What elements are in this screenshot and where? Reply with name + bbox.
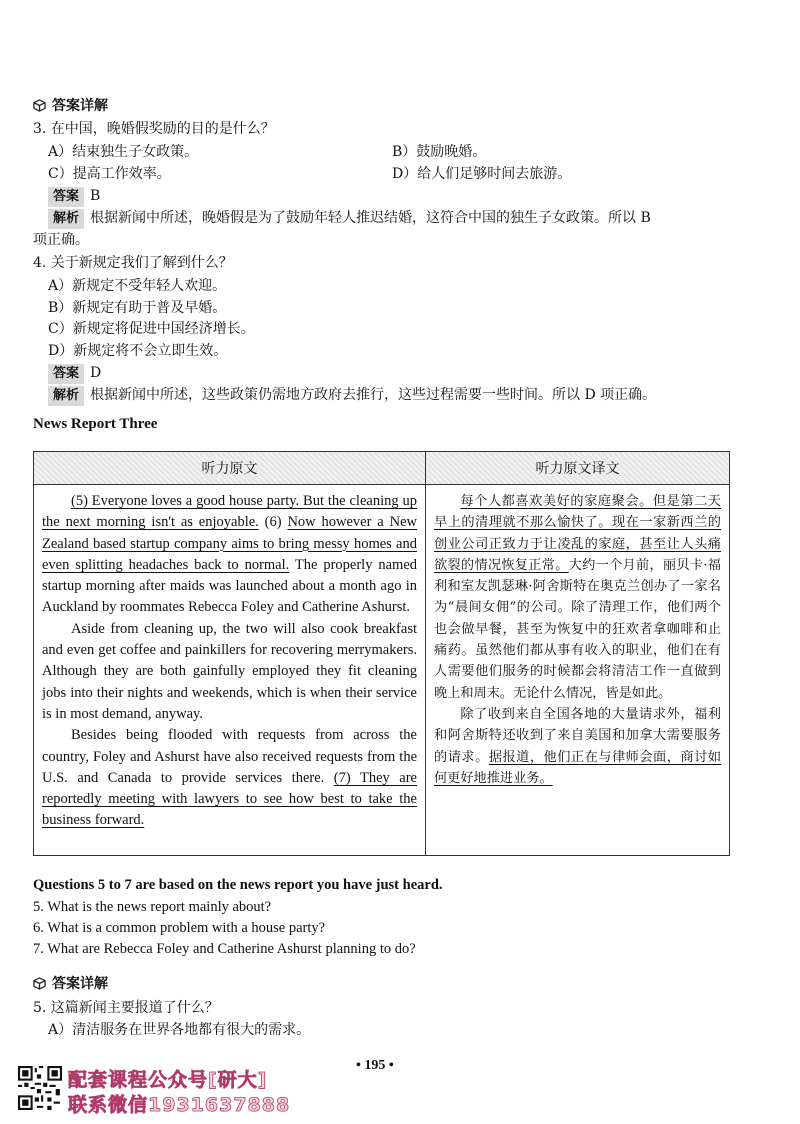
answer-tag: 答案 (48, 187, 84, 207)
heading-text: 答案详解 (52, 976, 108, 992)
questions-intro: Questions 5 to 7 are based on the news report you have just heard. (33, 877, 443, 893)
transcript-table (33, 451, 730, 856)
q4-option-b: B）新规定有助于普及早婚。 (48, 300, 227, 316)
answer-value: B (90, 188, 101, 204)
cube-icon (33, 977, 46, 990)
q3-answer (48, 186, 100, 207)
q3-option-b: B）鼓励晚婚。 (392, 144, 487, 160)
question-5: 5. What is the news report mainly about? (33, 899, 272, 915)
watermark-line-2: 联系微信1931637888 (68, 1094, 291, 1116)
q3-option-d: D）给人们足够时间去旅游。 (392, 166, 572, 182)
explain-tag: 解析 (48, 386, 84, 406)
transcript-chinese (426, 485, 730, 856)
answer-detail-heading-2 (33, 973, 108, 993)
en-paragraph-2: Aside from cleaning up, the two will also cook breakfast and even get coffee and painkillers for recovering merrymakers. Although they are both gainfully employed they fit cleaning jobs into their nights and weekends, which is when their service is in most demand, anyway. (42, 620, 417, 722)
q4-explain (48, 385, 656, 406)
cube-icon (33, 99, 46, 112)
explain-text: 根据新闻中所述，晚婚假是为了鼓励年轻人推迟结婚，这符合中国的独生子女政策。所以 B (90, 210, 651, 226)
answer-tag: 答案 (48, 364, 84, 384)
q4-option-c: C）新规定将促进中国经济增长。 (48, 321, 255, 337)
col-header-original: 听力原文 (34, 452, 426, 485)
q3-explain (48, 208, 651, 229)
q5-option-a-zh: A）清洁服务在世界各地都有很大的需求。 (48, 1022, 311, 1038)
q3-question: 3. 在中国，晚婚假奖励的目的是什么？ (33, 121, 275, 137)
heading-text: 答案详解 (52, 98, 108, 114)
qr-code-icon (18, 1066, 62, 1110)
watermark-line-1: 配套课程公众号[研大] (68, 1069, 268, 1091)
en-paragraph-3: Besides being flooded with requests from across the country, Foley and Ashurst have also received requests from the U.S. and Canada to provide services there. (7) They are reportedly meeting with lawyers to see how best to take the business forward. (42, 727, 417, 829)
explain-text: 根据新闻中所述，这些政策仍需地方政府去推行，这些过程需要一些时间。所以 D 项正确。 (90, 387, 657, 403)
col-header-translation: 听力原文译文 (426, 452, 730, 485)
question-7: 7. What are Rebecca Foley and Catherine Ashurst planning to do? (33, 941, 416, 957)
page-number: • 195 • (356, 1058, 394, 1073)
q4-option-d: D）新规定将不会立即生效。 (48, 343, 228, 359)
answer-detail-heading (33, 95, 108, 115)
en-paragraph-1: (5) Everyone loves a good house party. But the cleaning up the next morning isn't as enjoyable. (6) Now however a New Zealand based startup company aims to bring messy homes and even splitting headaches back to normal. The properly named startup morning after maids was launched about a month ago in Auckland by roommates Rebecca Foley and Catherine Ashurst. (42, 493, 417, 616)
q3-option-a: A）结束独生子女政策。 (48, 144, 199, 160)
q4-answer (48, 363, 101, 384)
transcript-english (34, 485, 426, 856)
answer-value: D (90, 365, 102, 381)
q4-option-a: A）新规定不受年轻人欢迎。 (48, 278, 227, 294)
q3-explain-cont: 项正确。 (33, 232, 89, 248)
zh-paragraph-1: 每个人都喜欢美好的家庭聚会。但是第二天早上的清理就不那么愉快了。现在一家新西兰的创业公司正致力于让凌乱的家庭，甚至让人头痛欲裂的情况恢复正常。大约一个月前，丽贝卡·福利和室友凯瑟琳·阿舍斯特在奥克兰创办了一家名为“晨间女佣”的公司。除了清理工作，他们两个也会做早餐，甚至为恢复中的狂欢者拿咖啡和止痛药。虽然他们都从事有收入的职业，他们在有人需要他们服务的时候都会将清洁工作一直做到晚上和周末。无论什么情况，皆是如此。 (434, 494, 721, 701)
news-report-title: News Report Three (33, 416, 158, 432)
q4-question: 4. 关于新规定我们了解到什么？ (33, 255, 233, 271)
q5-question-zh: 5. 这篇新闻主要报道了什么？ (33, 1000, 219, 1016)
q3-option-c: C）提高工作效率。 (48, 166, 171, 182)
explain-tag: 解析 (48, 209, 84, 229)
zh-paragraph-2: 除了收到来自全国各地的大量请求外，福利和阿舍斯特还收到了来自美国和加拿大需要服务的请求。据报道，他们正在与律师会面，商讨如何更好地推进业务。 (434, 706, 722, 786)
question-6: 6. What is a common problem with a house party? (33, 920, 326, 936)
